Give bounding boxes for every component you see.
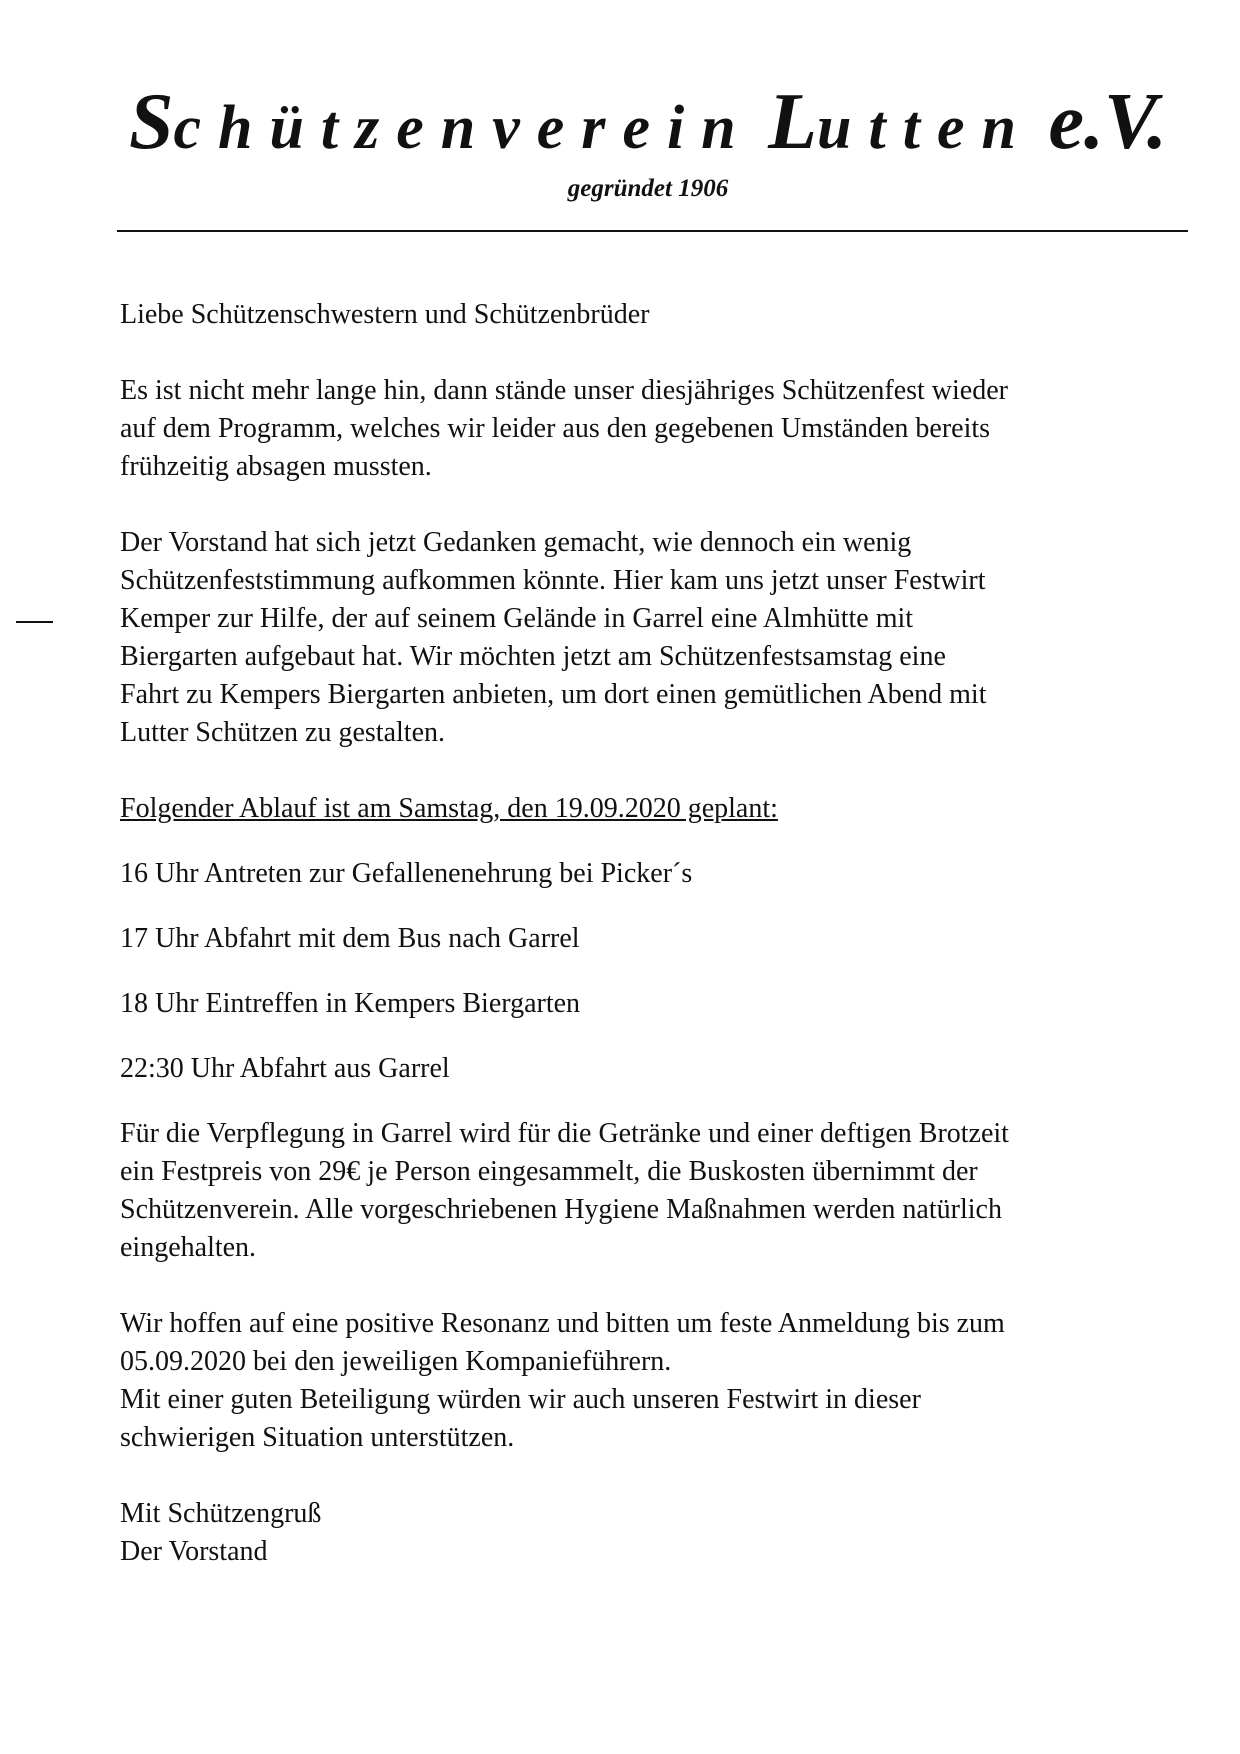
paragraph-line: Wir hoffen auf eine positive Resonanz und bitten um feste Anmeldung bis zum [120, 1308, 1005, 1339]
header-divider [117, 230, 1188, 232]
paragraph-line: eingehalten. [120, 1232, 257, 1263]
letterhead [0, 80, 1240, 204]
paragraph-line: Fahrt zu Kempers Biergarten anbieten, um dort einen gemütlichen Abend mit [120, 679, 987, 710]
paragraph-2 [120, 524, 1200, 752]
schedule-item: 16 Uhr Antreten zur Gefallenenehrung bei Picker´s [120, 858, 693, 889]
letter-body [120, 296, 1200, 1571]
closing: Mit Schützengruß [120, 1498, 322, 1529]
signature: Der Vorstand [120, 1536, 268, 1567]
paragraph-3 [120, 1115, 1200, 1267]
paragraph-line: schwierigen Situation unterstützen. [120, 1422, 515, 1453]
paragraph-line: Es ist nicht mehr lange hin, dann stände unser diesjähriges Schützenfest wieder [120, 375, 1008, 406]
club-name-initial-s: S [128, 78, 174, 166]
fold-mark [16, 621, 53, 623]
paragraph-line: ein Festpreis von 29€ je Person eingesammelt, die Buskosten übernimmt der [120, 1156, 978, 1187]
paragraph-line: Schützenverein. Alle vorgeschriebenen Hygiene Maßnahmen werden natürlich [120, 1194, 1002, 1225]
paragraph-line: Biergarten aufgebaut hat. Wir möchten jetzt am Schützenfestsamstag eine [120, 641, 946, 672]
club-name-initial-l: L [768, 78, 818, 166]
paragraph-line: Mit einer guten Beteiligung würden wir auch unseren Festwirt in dieser [120, 1384, 921, 1415]
paragraph-line: 05.09.2020 bei den jeweiligen Kompanieführern. [120, 1346, 672, 1377]
schedule-heading: Folgender Ablauf ist am Samstag, den 19.09.2020 geplant: [120, 793, 778, 824]
paragraph-line: auf dem Programm, welches wir leider aus den gegebenen Umständen bereits [120, 413, 991, 444]
club-name [56, 80, 1240, 170]
paragraph-line: Kemper zur Hilfe, der auf seinem Gelände in Garrel eine Almhütte mit [120, 603, 914, 634]
salutation: Liebe Schützenschwestern und Schützenbrüder [120, 299, 650, 330]
paragraph-4 [120, 1305, 1200, 1457]
club-name-part2: utten [817, 94, 1033, 162]
club-name-suffix: e.V. [1048, 78, 1168, 166]
paragraph-line: Für die Verpflegung in Garrel wird für die Getränke und einer deftigen Brotzeit [120, 1118, 1009, 1149]
paragraph-line: Der Vorstand hat sich jetzt Gedanken gemacht, wie dennoch ein wenig [120, 527, 912, 558]
schedule-item: 18 Uhr Eintreffen in Kempers Biergarten [120, 988, 581, 1019]
club-name-part1: chützenverein [173, 94, 753, 162]
founded-line: gegründet 1906 [567, 175, 729, 202]
paragraph-line: Schützenfeststimmung aufkommen könnte. Hier kam uns jetzt unser Festwirt [120, 565, 986, 596]
paragraph-1 [120, 372, 1200, 486]
paragraph-line: Lutter Schützen zu gestalten. [120, 717, 445, 748]
schedule-item: 22:30 Uhr Abfahrt aus Garrel [120, 1053, 450, 1084]
schedule-item: 17 Uhr Abfahrt mit dem Bus nach Garrel [120, 923, 580, 954]
paragraph-line: frühzeitig absagen mussten. [120, 451, 432, 482]
